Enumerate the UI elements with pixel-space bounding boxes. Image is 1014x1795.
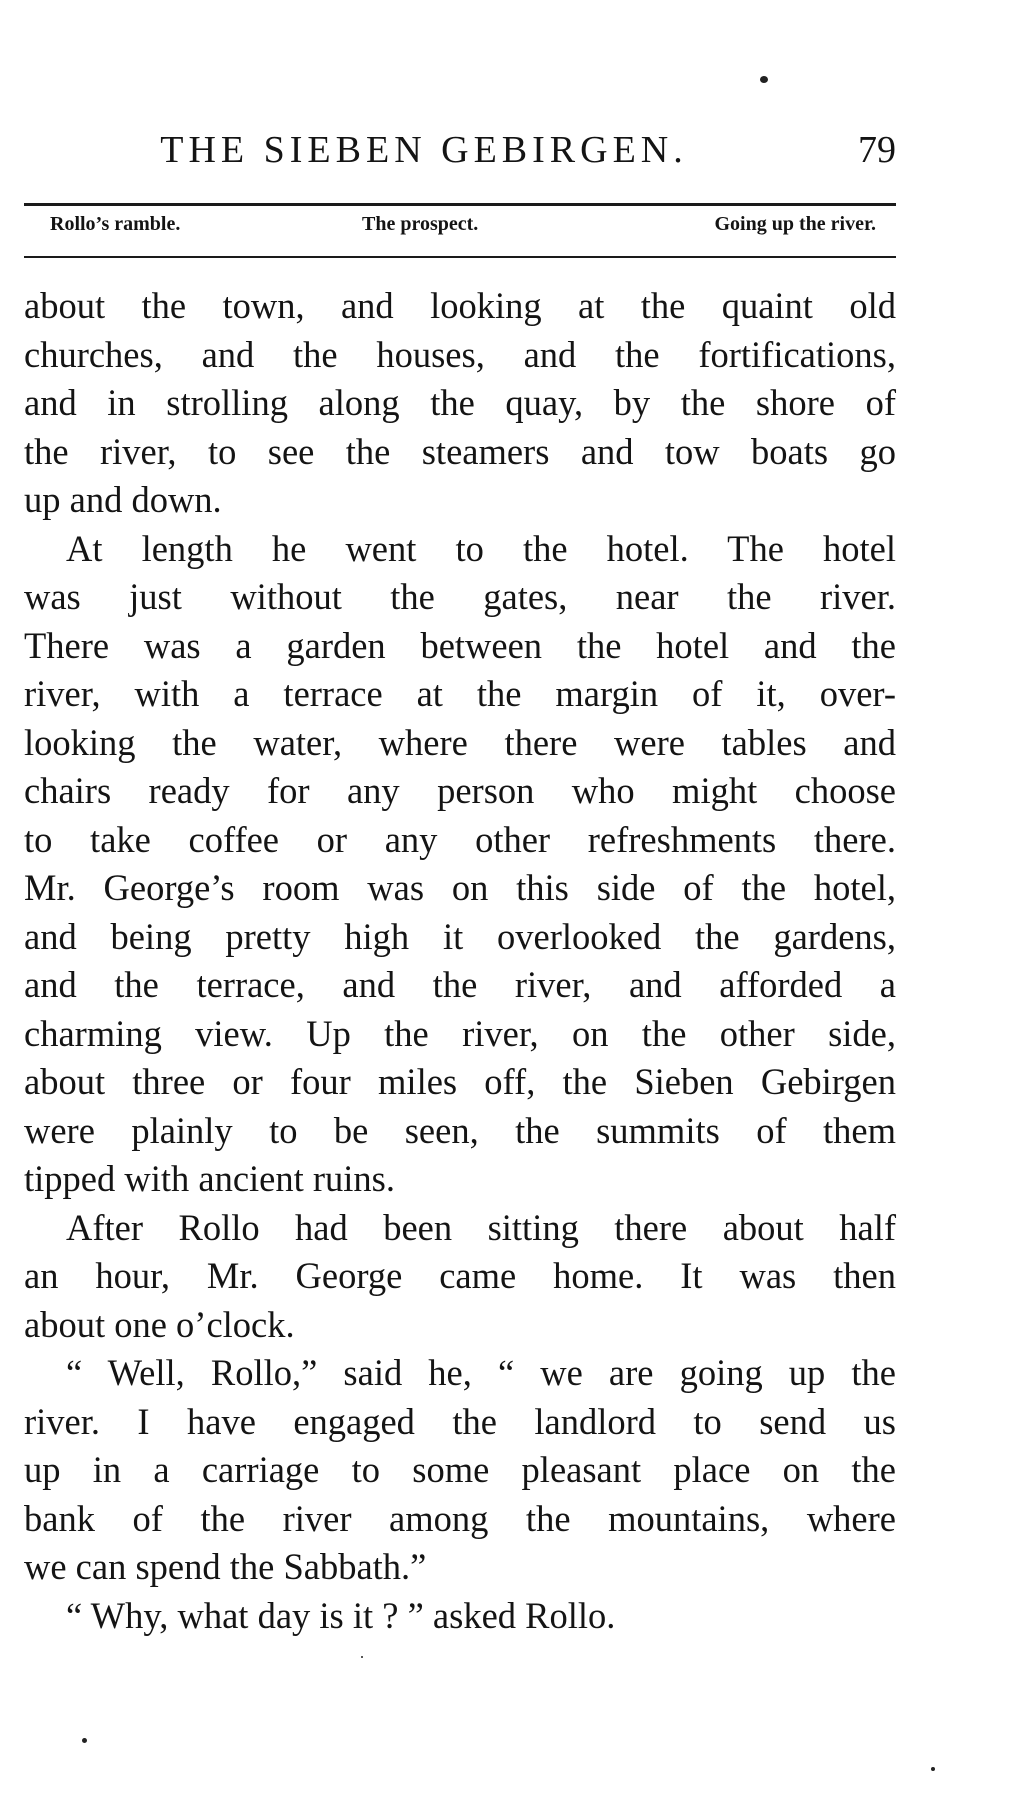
- subhead-left: Rollo’s ramble.: [50, 213, 181, 235]
- ink-speck: [361, 1656, 363, 1658]
- text-line: churches, and the houses, and the fortifications,: [24, 333, 896, 375]
- text-line: about one o’clock.: [24, 1303, 295, 1345]
- text-line: about three or four miles off, the Sieben Gebirgen: [24, 1061, 896, 1102]
- text-line: After Rollo had been sitting there about half: [66, 1206, 896, 1248]
- ink-speck: [931, 1767, 935, 1771]
- text-line: There was a garden between the hotel and the: [24, 624, 896, 666]
- text-line: Mr. George’s room was on this side of the hotel,: [24, 867, 896, 908]
- text-line: and the terrace, and the river, and afforded a: [24, 964, 896, 1005]
- text-line: “ Well, Rollo,” said he, “ we are going up the: [66, 1352, 896, 1393]
- text-line: was just without the gates, near the river.: [24, 576, 896, 617]
- text-line: to take coffee or any other refreshments there.: [24, 818, 896, 860]
- text-line: and being pretty high it overlooked the gardens,: [24, 915, 896, 957]
- text-line: tipped with ancient ruins.: [24, 1158, 396, 1199]
- text-line: chairs ready for any person who might choose: [24, 770, 896, 811]
- header-rule-bottom: [24, 256, 896, 258]
- page-number: 79: [858, 129, 896, 171]
- text-line: we can spend the Sabbath.”: [24, 1546, 427, 1587]
- text-line: At length he went to the hotel. The hotel: [66, 527, 896, 569]
- section-subheads: [24, 213, 896, 247]
- text-line: bank of the river among the mountains, where: [24, 1497, 896, 1539]
- text-line: charming view. Up the river, on the other side,: [24, 1012, 896, 1054]
- subhead-middle: The prospect.: [362, 213, 479, 235]
- body-text: [24, 282, 896, 1640]
- running-head-title: THE SIEBEN GEBIRGEN.: [160, 129, 688, 171]
- header-rule-top: [24, 203, 896, 206]
- running-head: [24, 128, 896, 178]
- text-line: up and down.: [24, 479, 222, 520]
- text-line: “ Why, what day is it ? ” asked Rollo.: [66, 1594, 616, 1636]
- text-line: the river, to see the steamers and tow boats go: [24, 430, 896, 472]
- text-line: an hour, Mr. George came home. It was then: [24, 1255, 896, 1296]
- text-line: about the town, and looking at the quaint old: [24, 285, 896, 326]
- ink-speck: [82, 1738, 87, 1743]
- text-line: and in strolling along the quay, by the shore of: [24, 382, 896, 423]
- text-line: river, with a terrace at the margin of it, over-: [24, 673, 896, 714]
- text-line: were plainly to be seen, the summits of them: [24, 1109, 896, 1151]
- text-line: up in a carriage to some pleasant place on the: [24, 1449, 896, 1490]
- subhead-right: Going up the river.: [714, 213, 876, 235]
- text-line: river. I have engaged the landlord to send us: [24, 1400, 896, 1442]
- ink-speck: [760, 76, 768, 83]
- text-line: looking the water, where there were tables and: [24, 721, 896, 763]
